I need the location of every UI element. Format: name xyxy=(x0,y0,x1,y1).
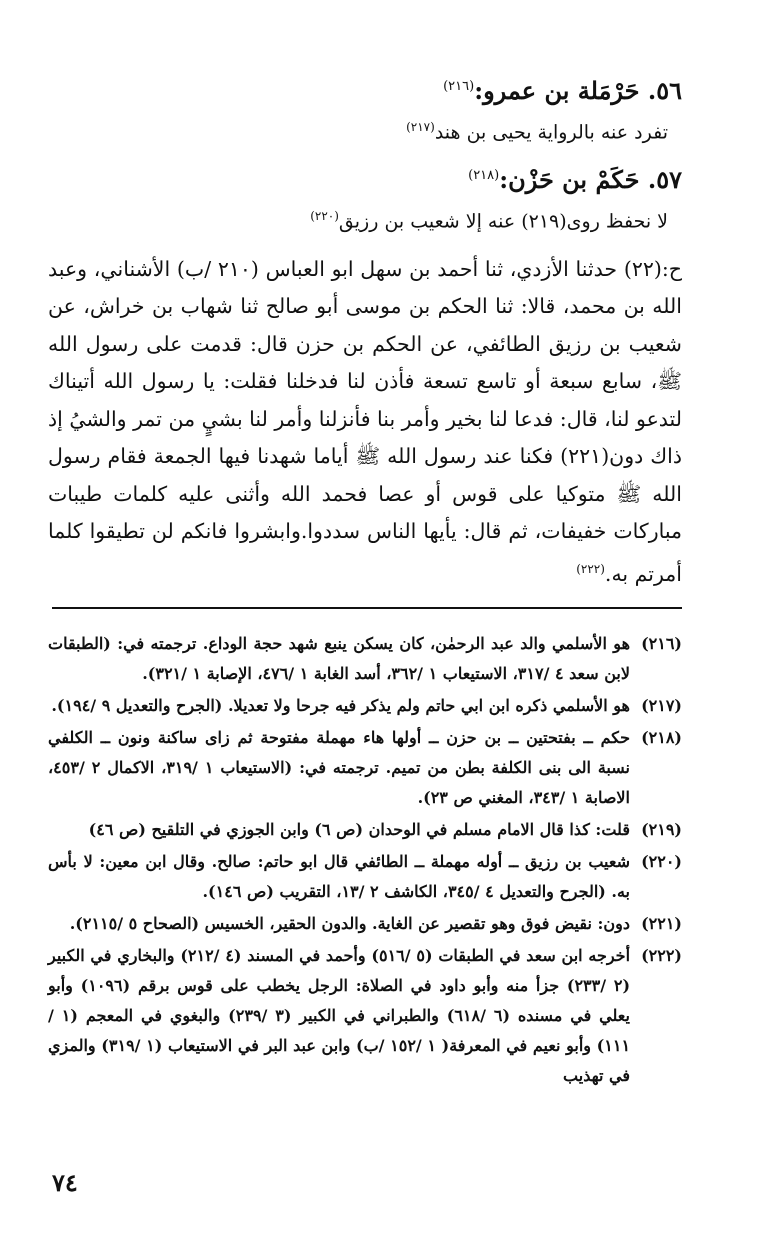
footnote-ref: (٢٢٢) xyxy=(576,561,605,576)
footnote-text: شعيب بن رزيق ــ أوله مهملة ــ الطائفي قال ابو حاتم: صالح. وقال ابن معين: لا بأس به. (الجرح والتعديل ٤ /٣٤٥، الكاشف ٢ /١٣، التقريب (ص ١٤٦). xyxy=(48,851,630,901)
footnote-item xyxy=(48,691,682,721)
entry-note-text: لا نحفظ روى(٢١٩) عنه إلا شعيب بن رزيق xyxy=(338,210,668,233)
footnote-number: (٢٢٢) xyxy=(641,945,682,965)
hadith-text: ح:(٢٢) حدثنا الأزدي، ثنا أحمد بن سهل ابو العباس (٢١٠ /ب) الأشناني، وعبد الله بن محمد، قالا: ثنا الحكم بن موسى أبو صالح ثنا شهاب بن خراش، عن شعيب بن رزيق الطائفي، عن الحكم بن حزن قال: قدمت على رسول الله ﷺ، سابع سبعة أو تاسع تسعة فأذن لنا فدخلنا فقلت: يا رسول الله أتيناك لتدعو لنا، قال: فدعا لنا بخير وأمر بنا فأنزلنا وأمر لنا بشيٍ من تمر والشيُ إذ ذاك دون(٢٢١) فكنا عند رسول الله ﷺ أياما شهدنا فيها الجمعة فقام رسول الله ﷺ متوكيا على قوس أو عصا فحمد الله وأثنى عليه كلمات طيبات مباركات خفيفات، ثم قال: يأيها الناس سددوا.وابشروا فانكم لن تطيقوا كلما أمرتم به. xyxy=(48,256,683,586)
footnote-number: (٢٢٠) xyxy=(641,851,682,871)
footnote-number: (٢١٧) xyxy=(641,695,682,715)
footnote-number: (٢١٦) xyxy=(641,633,682,653)
entry-heading xyxy=(48,159,682,197)
footnote-text: هو الأسلمي ذكره ابن ابي حاتم ولم يذكر فيه جرحا ولا تعديلا. (الجرح والتعديل ٩ /١٩٤). xyxy=(51,695,630,715)
footnote-text: هو الأسلمي والد عبد الرحمٰن، كان يسكن ينبع شهد حجة الوداع. ترجمته في: (الطبقات لابن سعد ٤ /٣١٧، الاستيعاب ١ /٣٦٢، أسد الغابة ١ /٤٧٦، الإصابة ١ /٣٢١). xyxy=(48,633,631,683)
footnote-ref: (٢١٦) xyxy=(443,79,475,94)
entry-heading-text: ٥٧. حَكَمْ بن حَزْن: xyxy=(499,165,682,195)
footnote-ref: (٢١٨) xyxy=(468,168,500,184)
entry-57 xyxy=(48,159,682,238)
footnote-item xyxy=(48,909,682,939)
footnotes-list xyxy=(48,629,682,1091)
footnote-ref: (٢٢٠) xyxy=(310,209,339,224)
footnote-item xyxy=(48,723,682,813)
footnote-text: أخرجه ابن سعد في الطبقات (٥ /٥١٦) وأحمد في المسند (٤ /٢١٢) والبخاري في الكبير (٢ /٢٣٣) جزأ منه وأبو داود في الصلاة: الرجل يخطب على قوس برقم (١٠٩٦) وأبو يعلي في مسنده (٦ /٦١٨) والطبراني في الكبير (٣ /٢٣٩) والبغوي في المعجم (١ /١١١) وأبو نعيم في المعرفة( ١ /١٥٢ /ب) وابن عبد البر في الاستيعاب (١ /٣١٩) والمزي في تهذيب xyxy=(48,945,631,1085)
footnote-number: (٢١٩) xyxy=(641,819,682,839)
footnote-text: دون: نقيض فوق وهو تقصير عن الغاية. والدون الحقير، الخسيس (الصحاح ٥ /٢١١٥). xyxy=(69,913,630,933)
footnote-number: (٢٢١) xyxy=(641,913,682,933)
footnote-number: (٢١٨) xyxy=(641,727,682,747)
footnote-text: قلت: كذا قال الامام مسلم في الوحدان (ص ٦) وابن الجوزي في التلقيح (ص ٤٦) xyxy=(88,819,630,839)
footnote-item xyxy=(48,847,682,907)
footnote-item xyxy=(48,941,682,1091)
entry-56 xyxy=(48,70,682,149)
page-number: ٧٤ xyxy=(52,1168,78,1197)
footnote-separator xyxy=(52,607,682,609)
footnote-text: حكم ــ بفتحتين ــ بن حزن ــ أولها هاء مهملة مفتوحة ثم زاى ساكنة ونون ــ الكلفي نسبة الى بنى الكلفة بطن من تميم. ترجمته في: (الاستيعاب ١ /٣١٩، الاكمال ٢ /٤٥٣، الاصابة ١ /٣٤٣، المغني ص ٢٣). xyxy=(48,727,630,807)
entry-heading-text: ٥٦. حَرْمَلة بن عمرو: xyxy=(474,76,682,105)
entry-heading xyxy=(48,70,682,108)
footnote-item xyxy=(48,629,682,689)
entry-note-text: تفرد عنه بالرواية يحيى بن هند xyxy=(434,121,668,144)
footnote-item xyxy=(48,815,682,845)
hadith-paragraph xyxy=(48,251,682,593)
entry-note xyxy=(48,199,682,238)
footnote-ref: (٢١٧) xyxy=(406,120,435,134)
entry-note xyxy=(48,110,682,149)
